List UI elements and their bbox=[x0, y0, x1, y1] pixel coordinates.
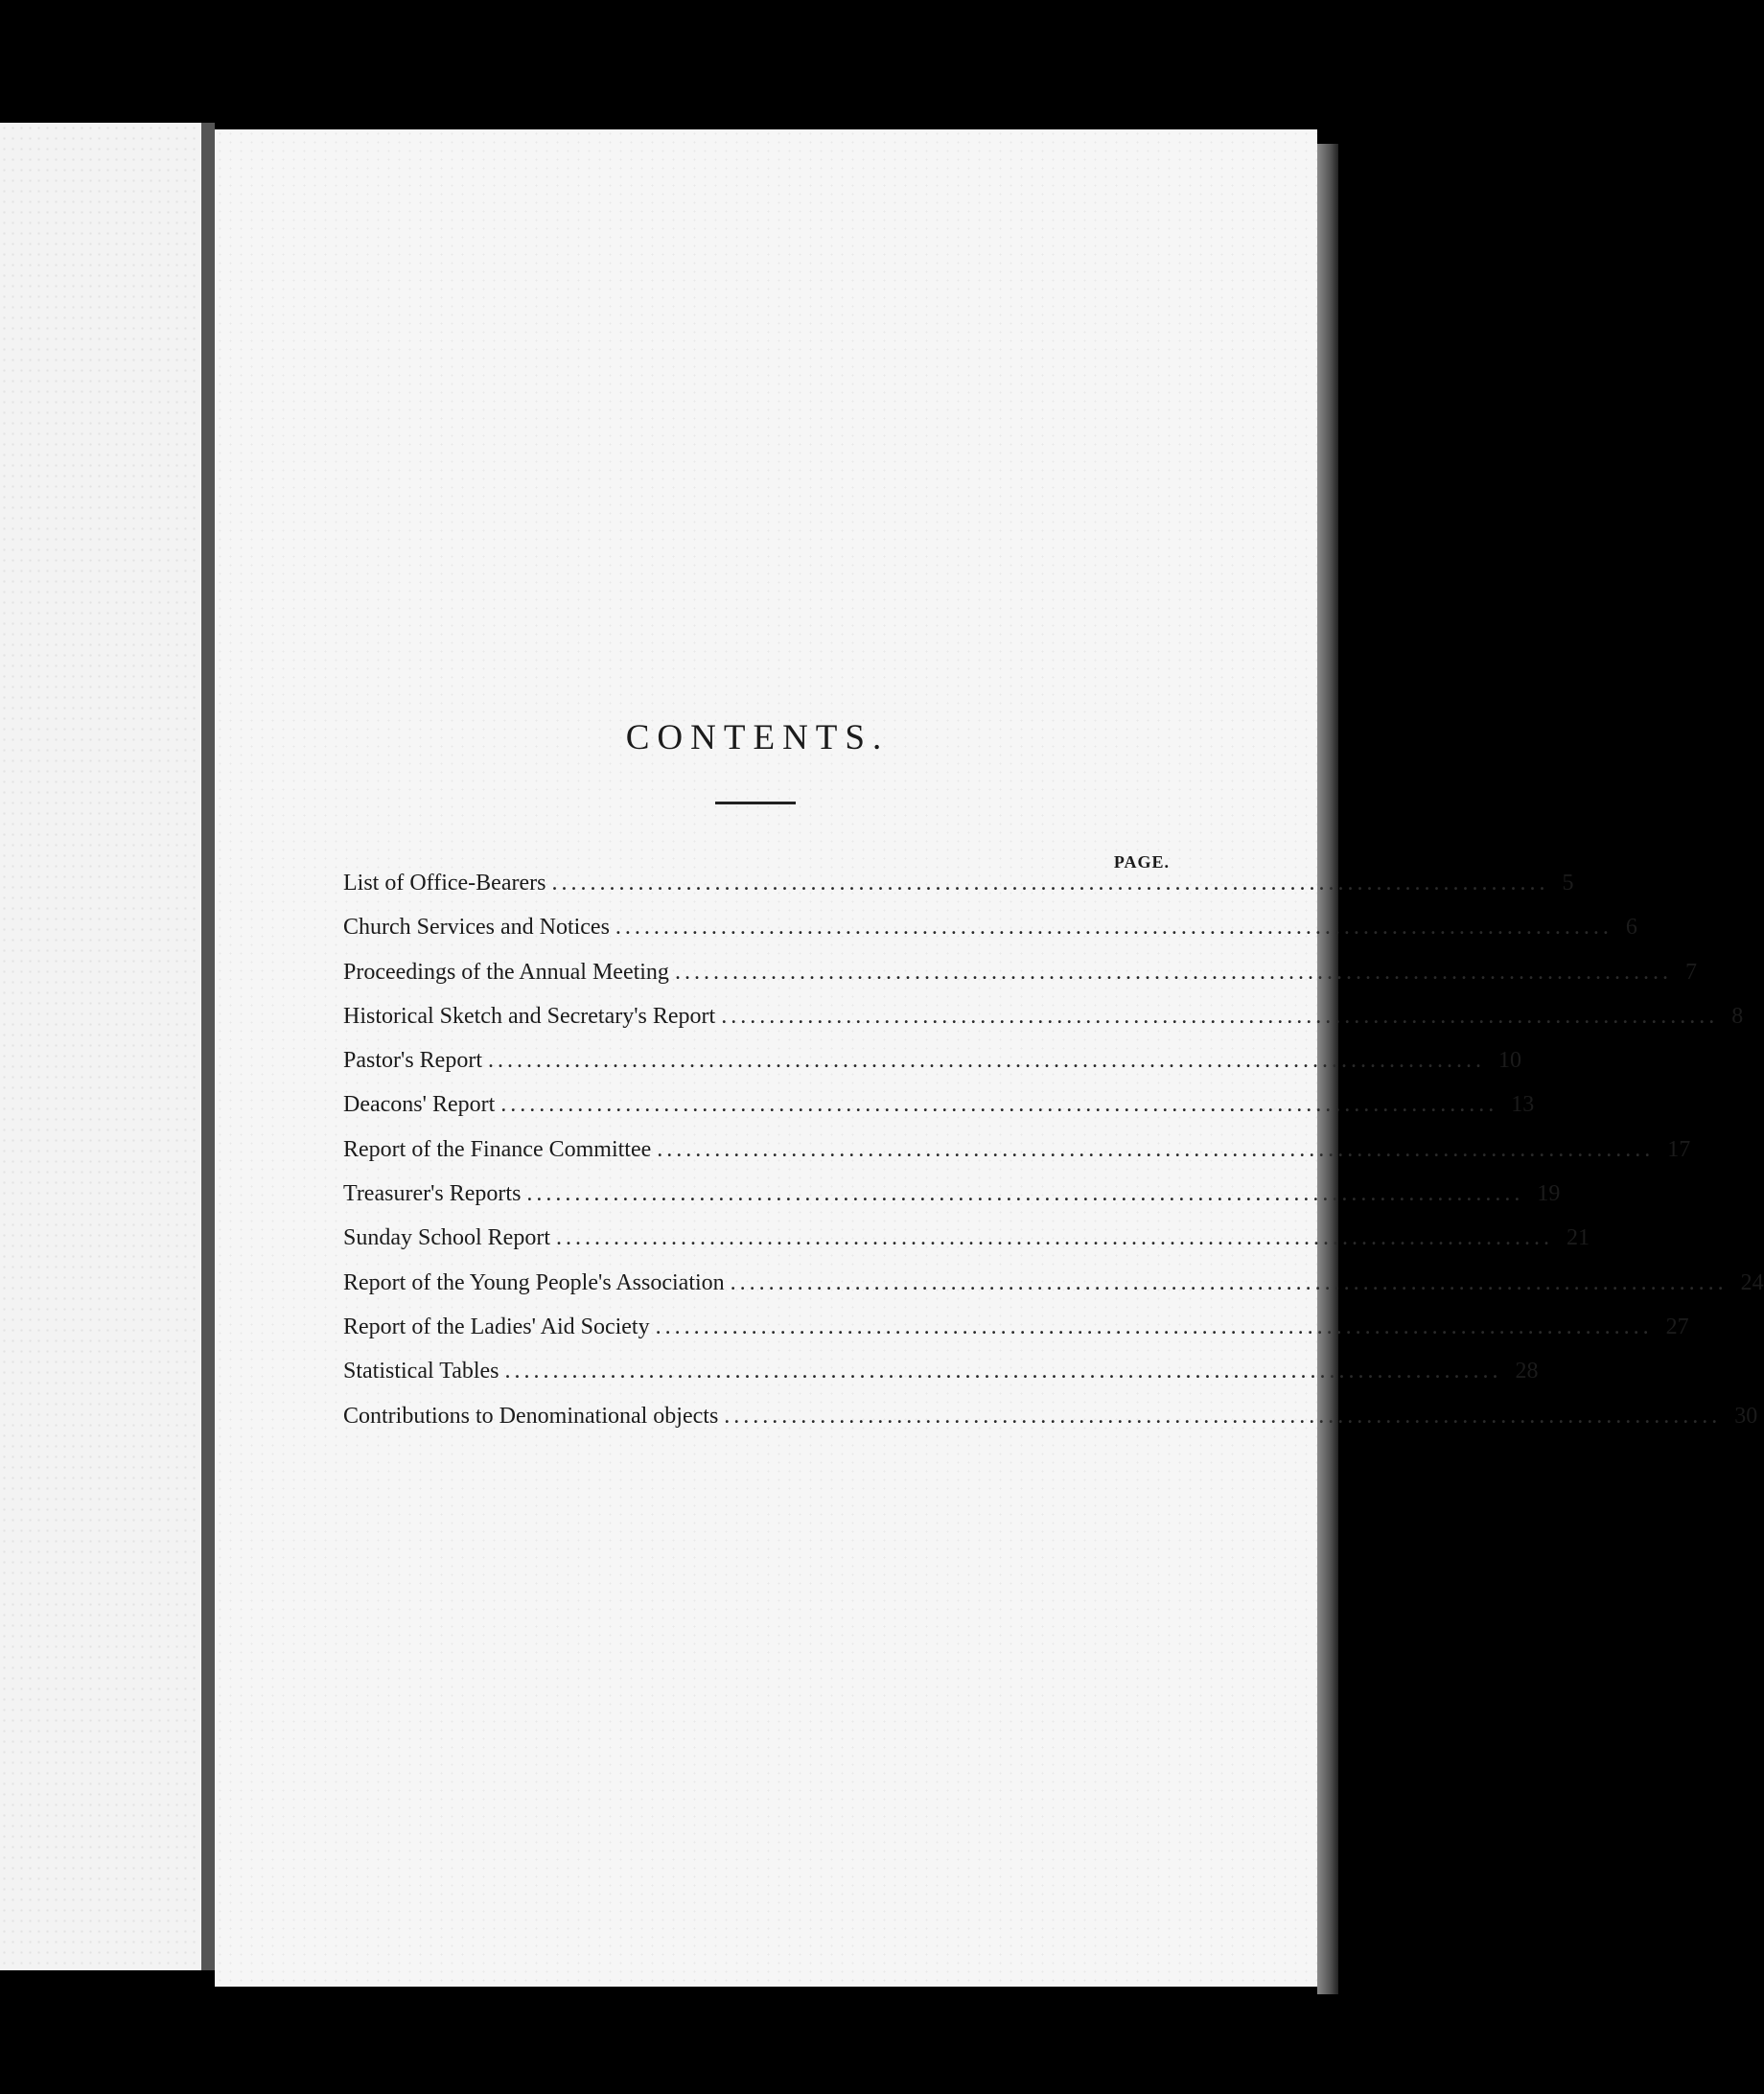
dot-leader: ........................................................................................................ bbox=[721, 1003, 1719, 1029]
book-gutter bbox=[201, 123, 215, 1970]
toc-entry bbox=[343, 1403, 1758, 1448]
toc-entry-title: Report of the Ladies' Aid Society bbox=[343, 1314, 650, 1339]
toc-entry bbox=[343, 1181, 1561, 1225]
toc-entry-page: 24 bbox=[1740, 1269, 1764, 1295]
dot-leader: ........................................................................................................ bbox=[500, 1092, 1498, 1118]
table-of-contents bbox=[343, 871, 1764, 1448]
toc-entry-title: Sunday School Report bbox=[343, 1225, 550, 1251]
title-rule bbox=[715, 802, 796, 804]
dot-leader: ........................................................................................................ bbox=[526, 1181, 1524, 1207]
toc-entry-page: 10 bbox=[1497, 1048, 1521, 1074]
toc-entry-title: Statistical Tables bbox=[343, 1359, 499, 1384]
left-page bbox=[0, 123, 207, 1970]
toc-entry-title: Report of the Finance Committee bbox=[343, 1136, 652, 1162]
dot-leader: ........................................................................................................ bbox=[674, 959, 1672, 985]
dot-leader: ........................................................................................................ bbox=[615, 915, 1613, 941]
toc-entry bbox=[343, 1225, 1590, 1269]
toc-entry-title: Pastor's Report bbox=[343, 1048, 482, 1074]
contents-title: CONTENTS. bbox=[625, 718, 890, 757]
toc-entry-page: 8 bbox=[1731, 1003, 1744, 1029]
page-column-heading: PAGE. bbox=[1113, 852, 1170, 872]
toc-entry-page: 7 bbox=[1684, 959, 1697, 985]
toc-entry-title: Proceedings of the Annual Meeting bbox=[343, 959, 669, 985]
dot-leader: ........................................................................................................ bbox=[724, 1403, 1722, 1429]
toc-entry-title: Deacons' Report bbox=[343, 1092, 496, 1118]
toc-entry bbox=[343, 1269, 1764, 1315]
toc-entry-title: Contributions to Denominational objects bbox=[343, 1403, 719, 1429]
toc-entry-title: Report of the Young People's Association bbox=[343, 1269, 725, 1295]
toc-entry-page: 28 bbox=[1515, 1359, 1539, 1384]
toc-entry bbox=[343, 1314, 1689, 1359]
toc-entry-title: List of Office-Bearers bbox=[343, 871, 546, 896]
toc-entry-title: Treasurer's Reports bbox=[343, 1181, 522, 1207]
toc-entry-page: 30 bbox=[1734, 1403, 1758, 1429]
dot-leader: ........................................................................................................ bbox=[657, 1136, 1655, 1162]
toc-entry-page: 17 bbox=[1667, 1136, 1691, 1162]
toc-entry bbox=[343, 915, 1637, 959]
dot-leader: ........................................................................................................ bbox=[487, 1048, 1485, 1074]
toc-entry-page: 13 bbox=[1511, 1092, 1535, 1118]
toc-entry-title: Historical Sketch and Secretary's Report bbox=[343, 1003, 716, 1029]
toc-entry bbox=[343, 1003, 1744, 1048]
dot-leader: ........................................................................................................ bbox=[556, 1225, 1553, 1251]
dot-leader: ........................................................................................................ bbox=[551, 871, 1549, 896]
toc-entry bbox=[343, 1359, 1539, 1403]
toc-entry-title: Church Services and Notices bbox=[343, 915, 610, 941]
toc-entry-page: 21 bbox=[1567, 1225, 1590, 1251]
toc-entry-page: 27 bbox=[1665, 1314, 1689, 1339]
toc-entry bbox=[343, 959, 1697, 1004]
toc-entry bbox=[343, 871, 1574, 915]
toc-entry-page: 19 bbox=[1537, 1181, 1561, 1207]
toc-entry bbox=[343, 1136, 1691, 1181]
toc-entry bbox=[343, 1048, 1521, 1092]
toc-entry-page: 5 bbox=[1562, 871, 1574, 896]
dot-leader: ........................................................................................................ bbox=[730, 1269, 1728, 1295]
toc-entry-page: 6 bbox=[1625, 915, 1637, 941]
dot-leader: ........................................................................................................ bbox=[504, 1359, 1502, 1384]
dot-leader: ........................................................................................................ bbox=[655, 1314, 1653, 1339]
toc-entry bbox=[343, 1092, 1535, 1136]
